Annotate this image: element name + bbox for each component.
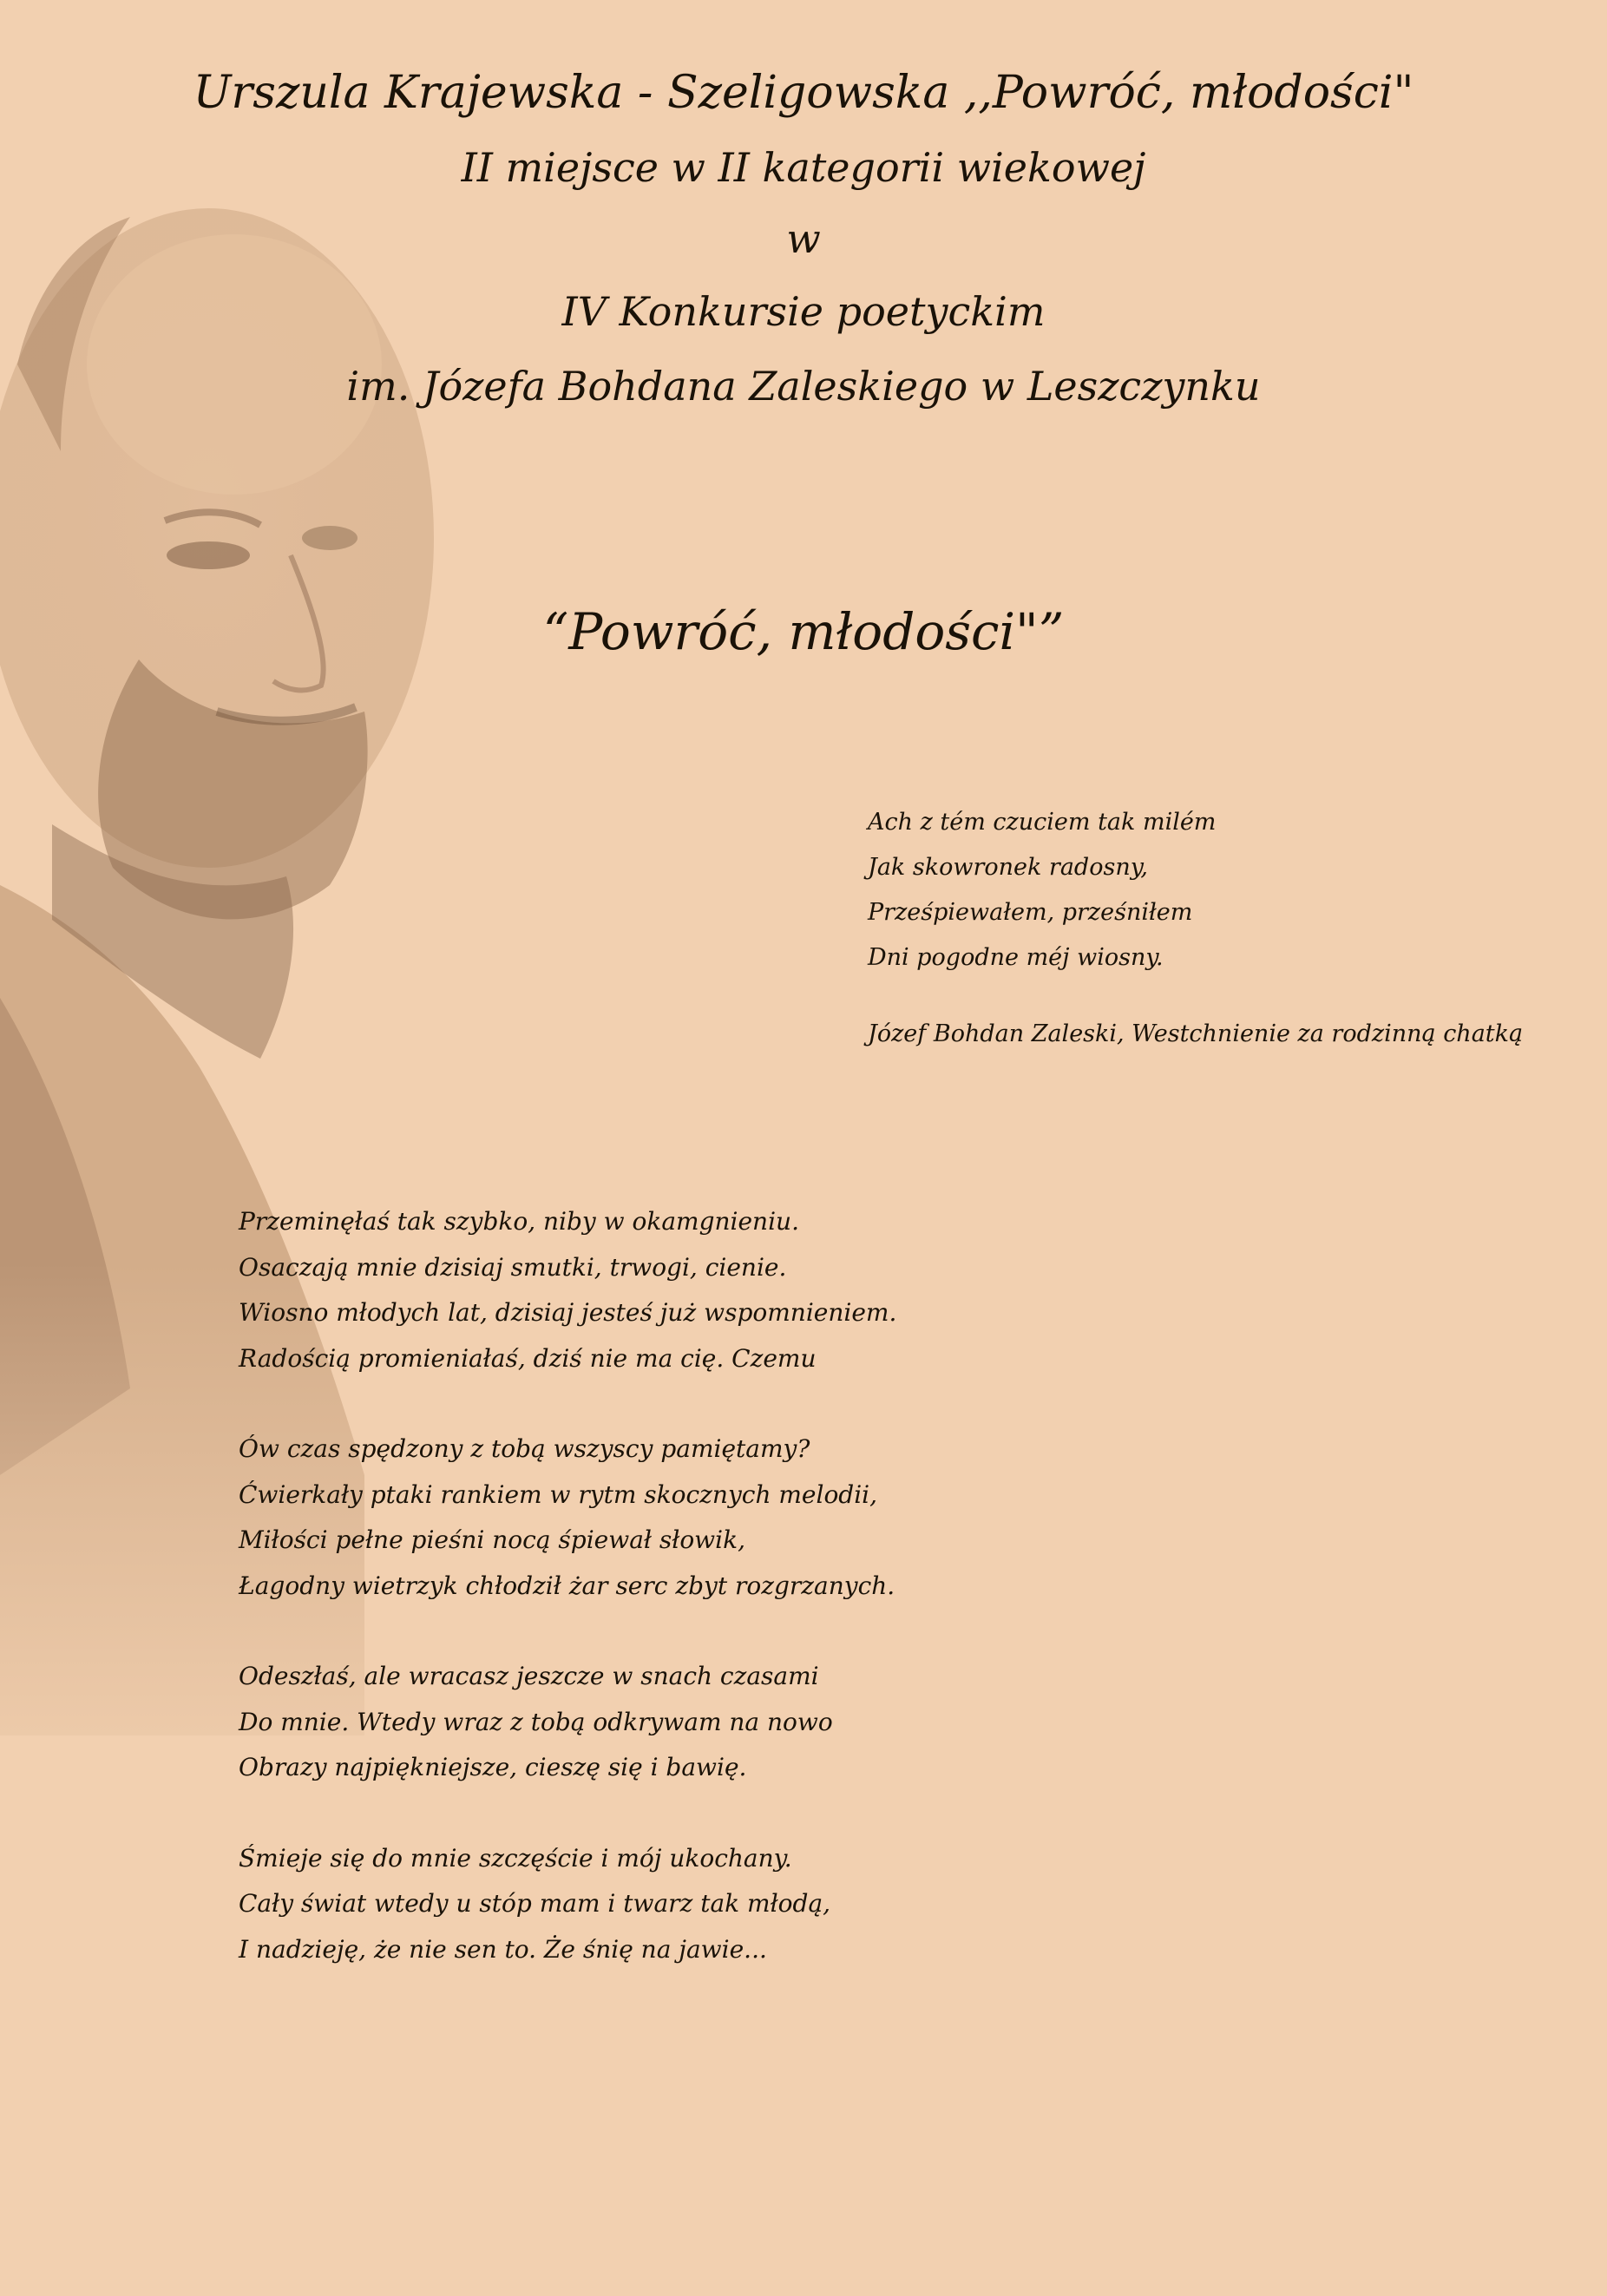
verse-line: Miłości pełne pieśni nocą śpiewał słowik, [239, 1525, 745, 1554]
motto [868, 800, 1579, 1057]
verse-line: I nadzieję, że nie sen to. Że śnię na jawie... [239, 1934, 767, 1964]
poem-title: “Powróć, młodości"” [542, 602, 1065, 661]
stanza [239, 1654, 1280, 1791]
motto-line: Prześpiewałem, prześniłem [868, 899, 1193, 926]
motto-line: Ach z tém czuciem tak milém [868, 809, 1217, 836]
verse-line: Ów czas spędzony z tobą wszyscy pamiętamy? [239, 1434, 810, 1463]
verse-line: Ćwierkały ptaki rankiem w rytm skocznych melodii, [239, 1479, 878, 1509]
stanza [239, 1427, 1280, 1609]
verse-line: Łagodny wietrzyk chłodził żar serc zbyt rozgrzanych. [239, 1571, 895, 1600]
verse-line: Cały świat wtedy u stóp mam i twarz tak młodą, [239, 1889, 831, 1918]
verse-line: Wiosno młodych lat, dzisiaj jesteś już wspomnieniem. [239, 1298, 897, 1327]
stanza [239, 1836, 1280, 1973]
header-award: II miejsce w II kategorii wiekowej [461, 144, 1146, 191]
header-author-title: Urszula Krajewska - Szeligowska ,,Powróć, młodości" [193, 67, 1414, 119]
header-contest: IV Konkursie poetyckim [561, 288, 1046, 335]
verse-line: Do mnie. Wtedy wraz z tobą odkrywam na nowo [239, 1707, 833, 1736]
motto-attribution: Józef Bohdan Zaleski, Westchnienie za rodzinną chatką [868, 1020, 1524, 1047]
header-connector: w [786, 215, 821, 262]
verse-line: Przeminęłaś tak szybko, niby w okamgnieniu. [239, 1207, 799, 1236]
motto-line: Jak skowronek radosny, [868, 854, 1148, 881]
verse-line: Odeszłaś, ale wracasz jeszcze w snach czasami [239, 1662, 819, 1690]
header-contest-patron: im. Józefa Bohdana Zaleskiego w Leszczynku [346, 363, 1261, 410]
stanza [239, 1199, 1280, 1381]
header [0, 54, 1607, 423]
verse-line: Obrazy najpiękniejsze, cieszę się i bawię. [239, 1753, 747, 1781]
verse-line: Śmieje się do mnie szczęście i mój ukochany. [239, 1843, 792, 1873]
verse-line: Radością promieniałaś, dziś nie ma cię. Czemu [239, 1343, 817, 1373]
verse-line: Osaczają mnie dzisiaj smutki, trwogi, cienie. [239, 1252, 787, 1282]
poem-body [239, 1199, 1280, 2017]
motto-line: Dni pogodne méj wiosny. [868, 944, 1164, 971]
